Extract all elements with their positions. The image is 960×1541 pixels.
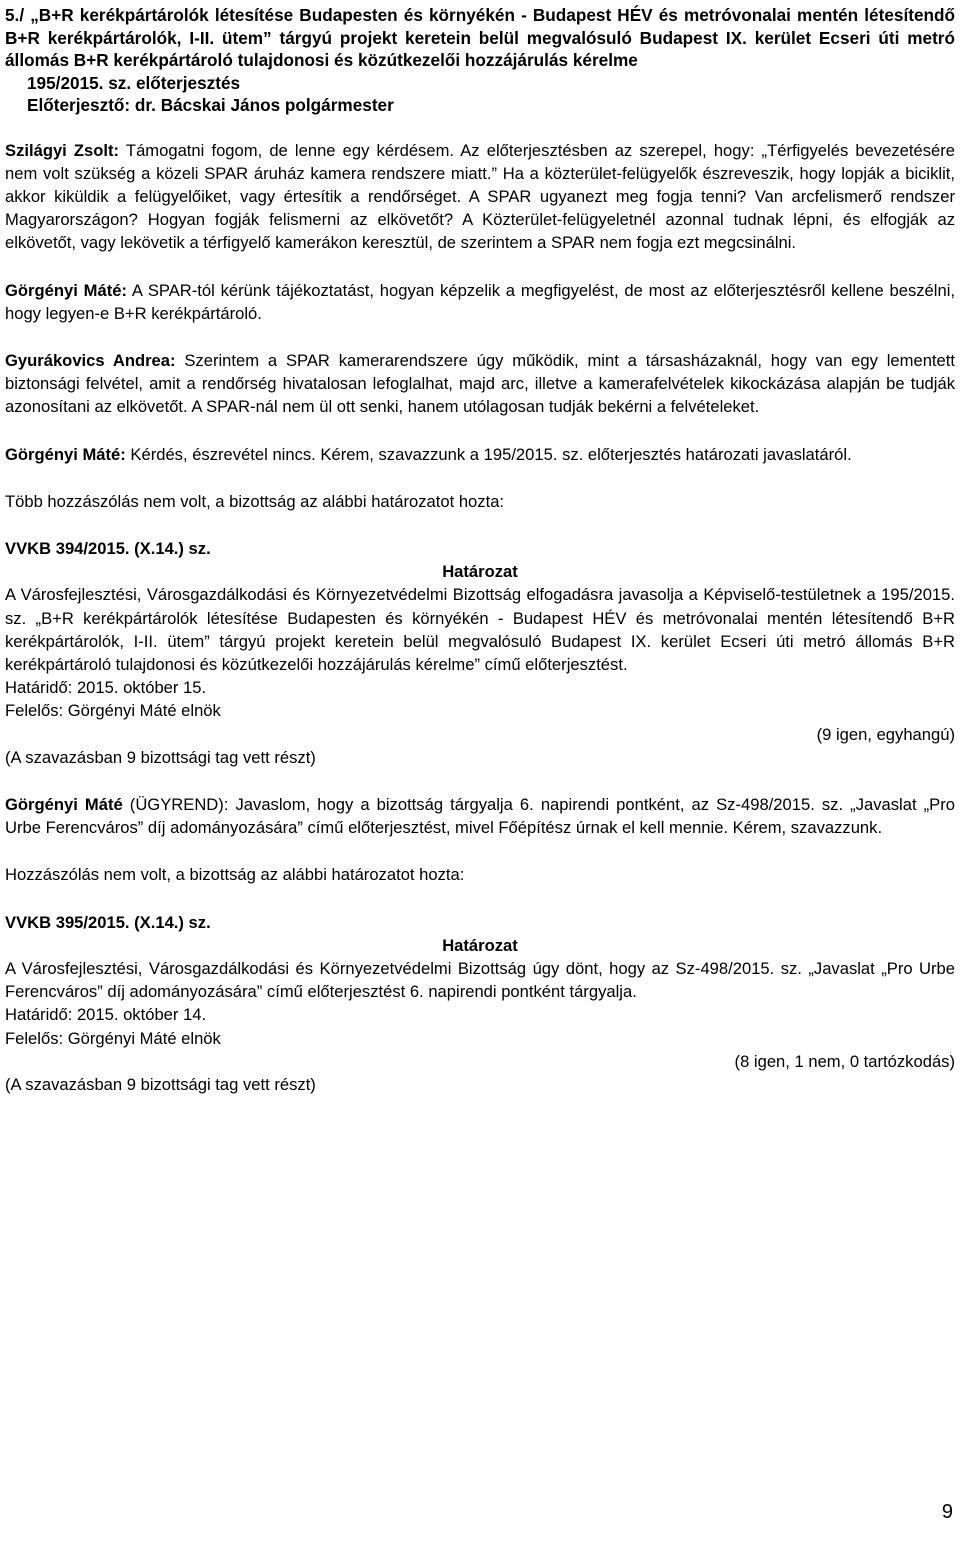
agenda-item-title: 5./ „B+R kerékpártárolók létesítése Budapesten és környékén - Budapest HÉV és metróvonalai mentén létesítendő B+R kerékpártárolók, I-II. ütem” tárgyú projekt keretein belül megvalósuló Budapest IX. kerület Ecseri úti metró állomás B+R kerékpártároló tulajdonosi és közútkezelői hozzájárulás kérelme [5, 5, 955, 70]
speech-text: Támogatni fogom, de lenne egy kérdésem. Az előterjesztésben az szerepel, hogy: „Térfigyelés bevezetésére nem volt szükség a közeli SPAR áruház kamera rendszere miatt.” Ha a közterület-felügyelők észreveszik, hogy lopják a biciklit, akkor kiküldik a felügyelőiket, vagy értesítik a rendőrséget. A SPAR ugyanezt meg fogja tenni? Van arcfelismerő rendszer Magyarországon? Hogyan fogják felismerni az elkövetőt? A Közterület-felügyeletnél azonnal tudnak lépni, és elfogják az elkövetőt, vagy lekövetik a térfigyelő kamerákon keresztül, de szerintem a SPAR nem fogja ezt megcsinálni. [5, 140, 955, 253]
agenda-item-heading [5, 4, 955, 117]
speech-text: A SPAR-tól kérünk tájékoztatást, hogyan képzelik a megfigyelést, de most az előterjesztésről kellene beszélni, hogy legyen-e B+R kerékpártároló. [5, 280, 955, 323]
resolution-text: A Városfejlesztési, Városgazdálkodási és Környezetvédelmi Bizottság elfogadásra javasolja a Képviselő-testületnek a 195/2015. sz. „B+R kerékpártárolók létesítése Budapesten és környékén - Budapest HÉV és metróvonalai mentén létesítendő B+R kerékpártárolók, I-II. ütem” tárgyú projekt keretein belül megvalósuló Budapest IX. kerület Ecseri úti metró állomás B+R kerékpártároló tulajdonosi és közútkezelői hozzájárulás kérelme” című előterjesztést. [5, 585, 955, 674]
speaker-name: Görgényi Máté [5, 794, 123, 814]
procedural-motion [5, 793, 955, 839]
minutes-body [5, 139, 955, 1097]
speaker-name: Szilágyi Zsolt: [5, 140, 120, 160]
vote-participation: (A szavazásban 9 bizottsági tag vett részt) [5, 747, 316, 767]
resolution-deadline: Határidő: 2015. október 14. [5, 1005, 207, 1025]
motion-text: Javaslom, hogy a bizottság tárgyalja 6. napirendi pontként, az Sz-498/2015. sz. „Javaslat „Pro Urbe Ferencváros” díj adományozására” című előterjesztést, mivel Főépítész úrnak el kell mennie. Kérem, szavazzunk. [5, 794, 955, 838]
speaker-name: Görgényi Máté: [5, 280, 127, 300]
speech-text: Kérdés, észrevétel nincs. Kérem, szavazzunk a 195/2015. sz. előterjesztés határozati javaslatáról. [125, 444, 852, 464]
motion-label: (ÜGYREND): [122, 794, 229, 814]
resolution-title: Határozat [442, 562, 518, 582]
resolution-intro: Több hozzászólás nem volt, a bizottság az alábbi határozatot hozta: [5, 491, 505, 511]
document-page [5, 0, 955, 1096]
speech-text: Szerintem a SPAR kamerarendszere úgy működik, mint a társasházaknál, hogy van egy lementett biztonsági felvétel, amit a rendőrség hivatalosan lefoglalhat, majd arc, illetve a kamerafelvételek kikockázása alapján be tudják azonosítani az elkövetőt. A SPAR-nál nem ül ott senki, hanem utólagosan tudják bekérni a felvételeket. [5, 350, 955, 417]
resolution-responsible: Felelős: Görgényi Máté elnök [5, 1028, 221, 1048]
speaker-name: Görgényi Máté: [5, 444, 126, 464]
resolution-deadline: Határidő: 2015. október 15. [5, 678, 207, 698]
resolution-intro: Hozzászólás nem volt, a bizottság az alábbi határozatot hozta: [5, 865, 465, 885]
vote-result: (8 igen, 1 nem, 0 tartózkodás) [734, 1051, 955, 1071]
resolution-id: VVKB 395/2015. (X.14.) sz. [5, 912, 211, 932]
speech-paragraph [5, 443, 955, 466]
speech-paragraph [5, 349, 955, 419]
resolution-text: A Városfejlesztési, Városgazdálkodási és Környezetvédelmi Bizottság úgy dönt, hogy az Sz-498/2015. sz. „Javaslat „Pro Urbe Ferencváros” díj adományozására” című előterjesztést 6. napirendi pontként tárgyalja. [5, 958, 955, 1002]
resolution-title: Határozat [442, 935, 518, 955]
speaker-name: Gyurákovics Andrea: [5, 350, 176, 370]
proposal-presenter: Előterjesztő: dr. Bácskai János polgármester [27, 95, 394, 115]
speech-paragraph [5, 139, 955, 255]
speech-paragraph [5, 279, 955, 325]
vote-result: (9 igen, egyhangú) [816, 724, 955, 744]
vote-participation: (A szavazásban 9 bizottsági tag vett részt) [5, 1075, 316, 1094]
resolution-responsible: Felelős: Görgényi Máté elnök [5, 701, 221, 721]
page-number: 9 [941, 1501, 953, 1523]
resolution-id: VVKB 394/2015. (X.14.) sz. [5, 538, 211, 558]
proposal-number: 195/2015. sz. előterjesztés [27, 72, 241, 93]
